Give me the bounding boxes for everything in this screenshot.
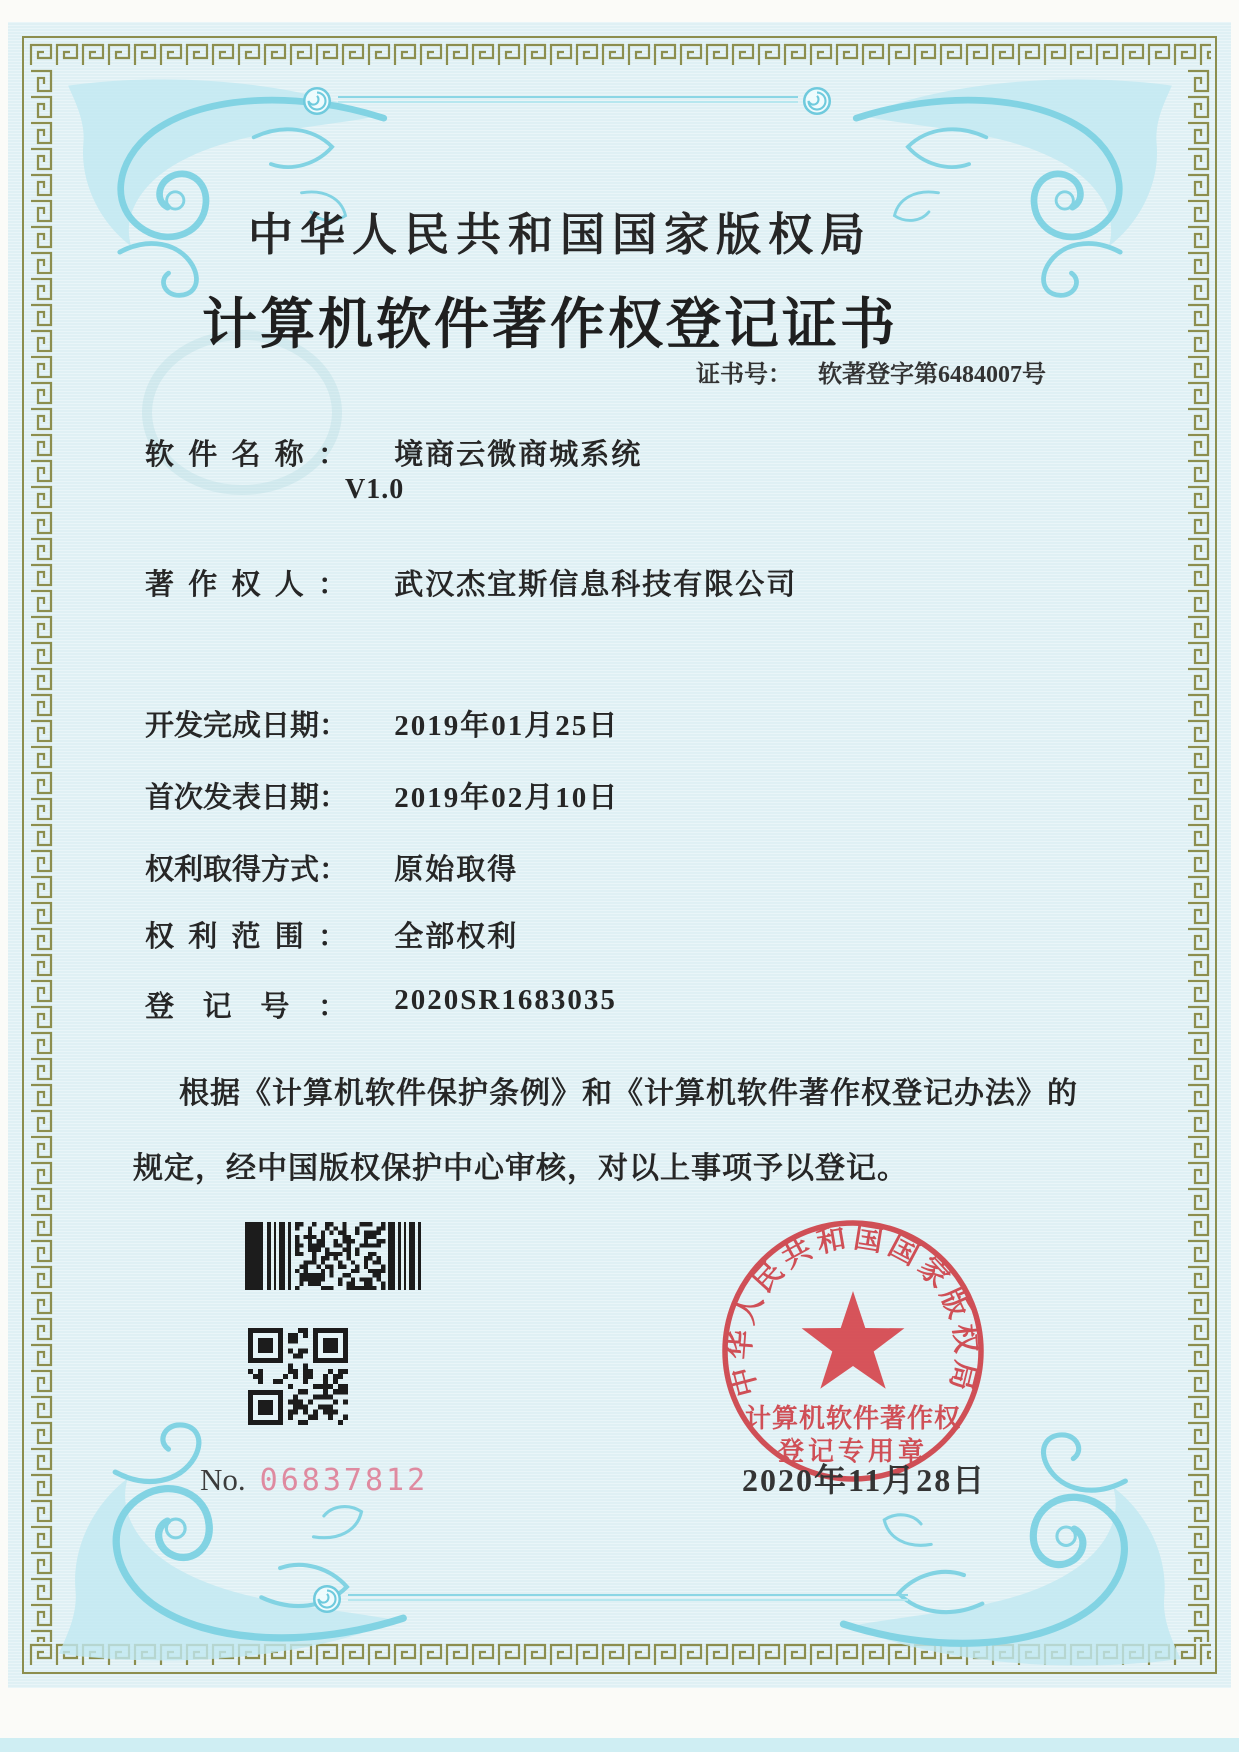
seal-arc-text: 中华人民共和国国家版权局 (724, 1221, 983, 1400)
certificate-title: 计算机软件著作权登记证书 (201, 294, 898, 355)
field-value: 2020SR1683035 (394, 984, 617, 1016)
authority-title: 中华人民共和国国家版权局 (247, 210, 872, 260)
scroll-medallion-bottom-icon (310, 1582, 344, 1616)
software-version: V1.0 (345, 474, 405, 505)
qr-code-icon (248, 1328, 348, 1425)
seal-text-line2: 登记专用章 (777, 1437, 929, 1466)
statement-line-1: 根据《计算机软件保护条例》和《计算机软件著作权登记办法》的 (179, 1077, 1078, 1110)
flourish-top-right-icon (850, 78, 1180, 298)
flourish-bottom-left-icon (50, 1422, 410, 1662)
certificate-number-label: 证书号： (696, 362, 792, 388)
certificate-number-value: 软著登字第6484007号 (818, 362, 1046, 388)
serial-number: 06837812 (259, 1463, 429, 1498)
field-value: 原始取得 (394, 854, 519, 886)
field-label: 著作权人： (145, 569, 347, 601)
scroll-medallion-right-icon (800, 84, 834, 118)
field-row-registration-number (145, 984, 617, 1025)
greek-key-border-right (1185, 68, 1211, 1642)
field-label: 开发完成日期： (145, 710, 349, 742)
scroll-medallion-left-icon (300, 84, 334, 118)
bottom-divider-line (348, 1594, 908, 1601)
field-row-software-name (145, 432, 642, 473)
field-value: 2019年02月10日 (394, 782, 620, 814)
barcode-icon (245, 1222, 425, 1290)
field-value: 全部权利 (394, 921, 519, 953)
field-label: 权利范围： (145, 921, 347, 953)
greek-key-border-top (28, 42, 1211, 68)
statement-line-2: 规定，经中国版权保护中心审核，对以上事项予以登记。 (133, 1152, 908, 1185)
field-label: 首次发表日期： (145, 782, 349, 814)
certificate-number-line (696, 354, 1046, 389)
top-divider-line (338, 96, 798, 103)
field-label: 软件名称： (145, 439, 347, 471)
field-label: 登记号： (145, 991, 347, 1023)
serial-number-line (200, 1462, 428, 1498)
flourish-top-left-icon (60, 78, 390, 298)
scan-edge-strip (0, 1738, 1239, 1752)
field-row-copyright-owner (145, 562, 797, 603)
serial-prefix: No. (200, 1462, 246, 1497)
field-row-first-publish-date (145, 775, 619, 816)
field-row-rights-acquisition (145, 847, 518, 888)
issue-date: 2020年11月28日 (742, 1462, 987, 1498)
field-value: 2019年01月25日 (394, 710, 620, 742)
seal-text-line1: 计算机软件著作权 (744, 1404, 962, 1433)
field-row-dev-complete-date (145, 703, 619, 744)
registration-statement (133, 1056, 1078, 1206)
field-value: 境商云微商城系统 (394, 439, 643, 471)
field-row-rights-scope (145, 914, 518, 955)
official-seal (716, 1214, 990, 1488)
field-value: 武汉杰宜斯信息科技有限公司 (394, 569, 798, 601)
star-icon (802, 1291, 905, 1389)
field-label: 权利取得方式： (145, 854, 349, 886)
